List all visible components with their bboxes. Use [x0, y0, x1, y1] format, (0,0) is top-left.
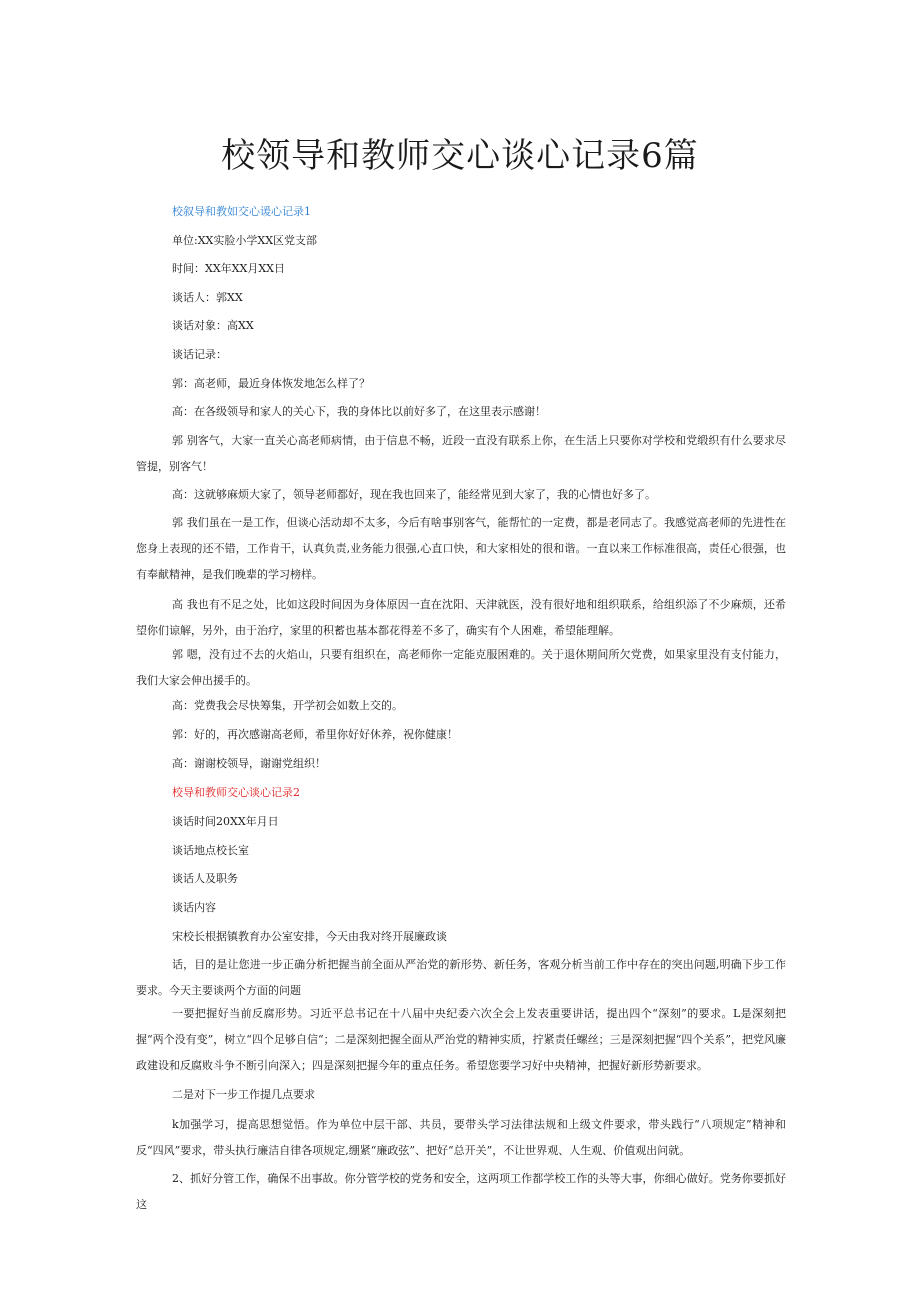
record1-heading: 校叙导和教如交心谖心记录1 — [172, 205, 311, 218]
record2-paragraph: 话，目的是让您进一步正确分析把握当前全面从严治党的新形势、新任务，客观分析当前工作中存在的突出问题,明确下步工作要求。今天主要谈两个方面的问题 — [136, 958, 786, 997]
dialogue-paragraph: 郭 我们虽在一是工作，但谈心活动却不太多，今后有啥事别客气，能帮忙的一定费，都是老同志了。我感觉高老师的先进性在您身上表现的还不错，工作肯干，认真负责,业务能力很强,心直口快，和大家相处的很和谐。一直以来工作标准很高，责任心很强，也有奉献精神，是我们晚辈的学习榜样。 — [136, 516, 786, 581]
record2-paragraph: k加强学习，提高思想觉悟。作为单位中层干部、共员，要带头学习法律法规和上级文件要求，带头践行“八项规定”精神和反“四风”要求，带头执行廉洁自律各项规定,绷紧“廉政弦”、把好“总开关”，不让世界观、人生观、价值观出问就。 — [136, 1118, 786, 1157]
record2-paragraph: 宋校长根据镇教育办公室安排，今天由我对终开展廉政谈 — [172, 930, 447, 943]
record1-time: 时间：XX年XX月XX日 — [172, 262, 285, 275]
document-title: 校领导和教师交心谈心记录6篇 — [221, 136, 699, 176]
record2-paragraph: 二是对下一步工作提几点要求 — [172, 1088, 315, 1101]
record1-unit: 单位:XX实脸小学XX区党支部 — [172, 234, 318, 247]
record1-target: 谈话对象：高XX — [172, 319, 254, 332]
dialogue-paragraph: 郭 别客气，大家一直关心高老师病情，由于信息不畅，近段一直没有联系上你，在生活上只要你对学校和党缎织有什么要求尽管提，别客气！ — [136, 434, 786, 473]
dialogue-line: 高：在各级领导和家人的关心下，我的身体比以前好多了，在这里表示感谢！ — [172, 405, 546, 418]
record2-content-label: 谈话内容 — [172, 901, 216, 914]
dialogue-line: 高：这就够麻烦大家了，领导老师都好，现在我也回来了，能经常见到大家了，我的心情也好多了。 — [172, 488, 656, 501]
record2-time: 谈话时间20XX年月日 — [172, 815, 279, 828]
record2-place: 谈话地点校长室 — [172, 844, 249, 857]
record2-paragraph: 一要把握好当前反腐形势。习近平总书记在十八届中央纪委六次全会上发表重要讲话，提出四个“深刻”的要求。L是深刻把握“两个没有变”，树立“四个足够自信“；二是深刻把握全面从严治党的精神实质，拧紧责任螺丝；三是深刻把握“四个关系”，把党风廉政建设和反腐败斗争不断引向深入；四是深刻把握今年的重点任务。希望您要学习好中央精神，把握好新形势新要求。 — [136, 1007, 786, 1072]
dialogue-line: 高：谢谢校领导，谢谢党组织！ — [172, 757, 326, 770]
record2-heading: 校导和教师交心谈心记录2 — [172, 786, 300, 799]
dialogue-line: 郭：高老师，最近身体恢发地怎么样了？ — [172, 377, 370, 390]
record1-speaker: 谈话人：郭XX — [172, 291, 243, 304]
record2-speaker: 谈话人及职务 — [172, 872, 238, 885]
record1-log-label: 谈话记录： — [172, 348, 227, 361]
dialogue-paragraph: 高 我也有不足之处，比如这段时间因为身体原因一直在沈阳、天津就医，没有很好地和组织联系，给组织添了不少麻烦，还希望你们谅解，另外，由于治疗，家里的积蓄也基本都花得差不多了，确实有个人困难，希望能理解。 — [136, 598, 786, 637]
dialogue-line: 郭：好的，再次感谢高老师，希里你好好休养，祝你健康！ — [172, 728, 458, 741]
record2-paragraph: 2、抓好分管工作，确保不出事故。你分管学校的党务和安全，这两项工作都学校工作的头等大事，你细心做好。党务你要抓好这 — [136, 1172, 786, 1211]
dialogue-line: 高：党费我会尽快筹集，开学初会如数上交的。 — [172, 699, 403, 712]
dialogue-paragraph: 郭 嗯，没有过不去的火焰山，只要有组织在，高老师你一定能克服困难的。关于退休期间所欠党费，如果家里没有支付能力，我们大家会伸出援手的。 — [136, 648, 786, 687]
